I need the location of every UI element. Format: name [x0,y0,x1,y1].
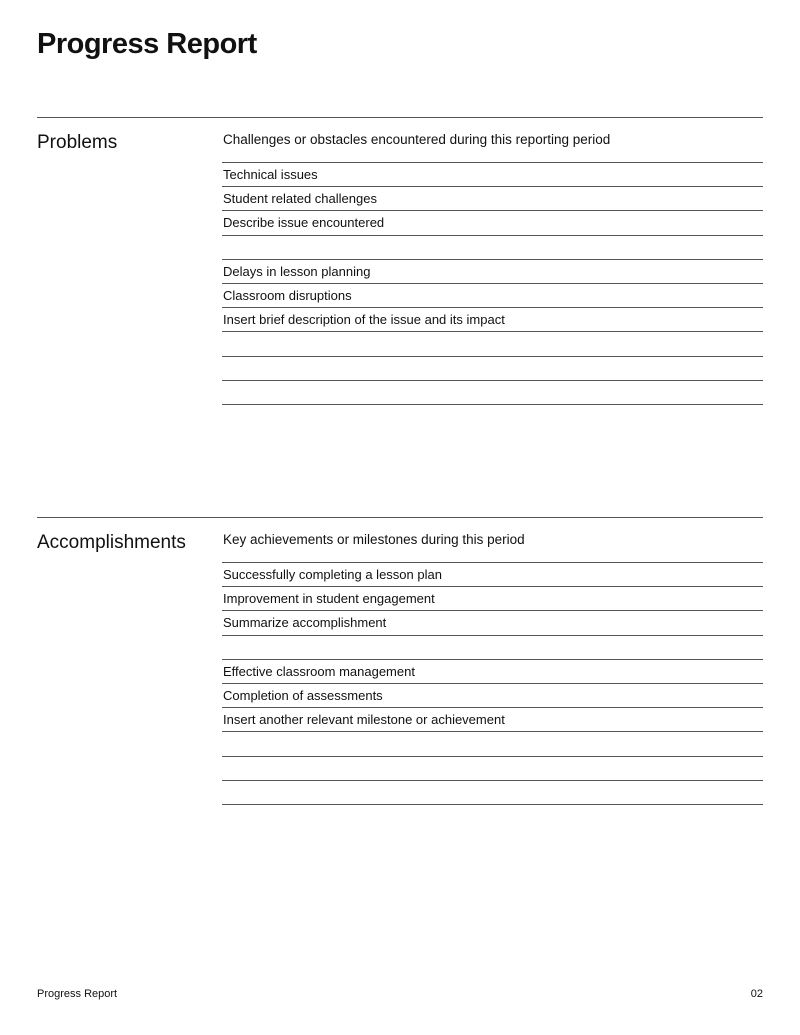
list-item[interactable] [222,381,763,405]
section-subtitle: Key achievements or milestones during this period [223,532,525,547]
list-item[interactable]: Insert brief description of the issue and its impact [222,308,763,332]
list-item[interactable] [222,357,763,381]
list-item[interactable]: Delays in lesson planning [222,260,763,284]
section-heading: Accomplishments [37,532,186,553]
list-item[interactable] [222,236,763,260]
footer-title: Progress Report [37,988,118,1000]
list-item[interactable]: Summarize accomplishment [222,611,763,635]
section-heading: Problems [37,132,118,153]
list-item[interactable] [222,332,763,356]
list-item[interactable]: Describe issue encountered [222,211,763,235]
accomplishments-list [222,562,763,805]
list-item[interactable] [222,636,763,660]
list-item[interactable]: Completion of assessments [222,684,763,708]
list-item[interactable] [222,757,763,781]
accomplishments-section [37,517,763,728]
list-item[interactable]: Successfully completing a lesson plan [222,563,763,587]
list-item[interactable]: Technical issues [222,163,763,187]
problems-section [37,117,763,328]
list-item[interactable] [222,732,763,756]
section-subtitle: Challenges or obstacles encountered during this reporting period [223,132,611,147]
problems-list [222,162,763,405]
list-item[interactable] [222,781,763,805]
page-number: 02 [750,988,763,1000]
list-item[interactable]: Student related challenges [222,187,763,211]
list-item[interactable]: Effective classroom management [222,660,763,684]
list-item[interactable]: Insert another relevant milestone or achievement [222,708,763,732]
list-item[interactable]: Classroom disruptions [222,284,763,308]
list-item[interactable]: Improvement in student engagement [222,587,763,611]
page-title: Progress Report [37,28,257,60]
